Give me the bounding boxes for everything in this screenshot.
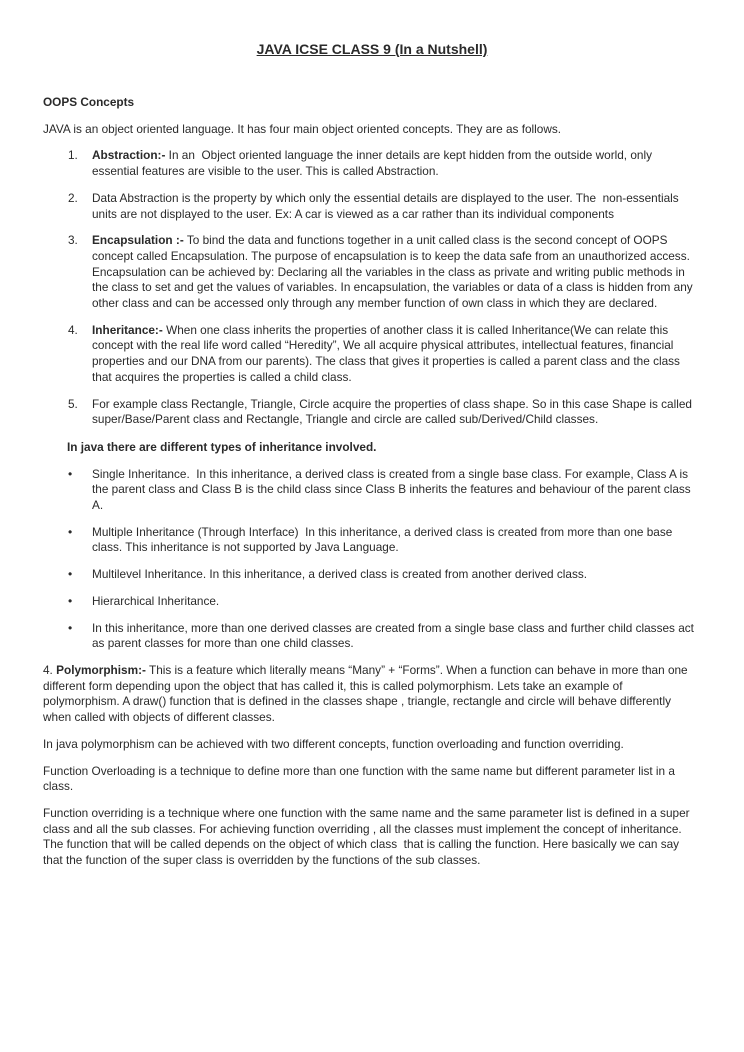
list-item-encapsulation [68, 233, 701, 312]
list-number: 5. [68, 396, 78, 411]
item-text: Multiple Inheritance (Through Interface) In this inheritance, a derived class is created from more than one base class. This inheritance is not supported by Java Language. [92, 524, 676, 555]
bullet-marker: • [68, 620, 73, 635]
body-paragraph-overload-intro: In java polymorphism can be achieved with two different concepts, function overloading and function overriding. [43, 736, 624, 751]
polymorphism-text: This is a feature which literally means “Many” + “Forms”. When a function can behave in more than one different form depending upon the object that has called it, this is called polymorphism. Lets take an example of polymorphism. A draw() function that is defined in the classes shape , triangle, rectangle and circle will behave differently when called with objects of different classes. [43, 662, 691, 725]
list-item-abstraction [68, 148, 701, 179]
bullet-item-single [68, 466, 701, 514]
body-paragraph-overriding: Function overriding is a technique where one function with the same name and the same parameter list is defined in a super class and all the sub classes. For achieving function overriding , all the classes must implement the concept of inheritance. The function that will be called depends on the object of which class that is calling the function. Here basically we can say that the function of the super class is overridden by the functions of the sub classes. [43, 805, 693, 868]
bullet-list [43, 467, 701, 652]
item-text: Hierarchical Inheritance. [92, 593, 220, 608]
list-item-data-abstraction [68, 190, 701, 222]
item-text: In this inheritance, more than one derived classes are created from a single base class and further child classes act as parent classes for more than one child classes. [92, 620, 698, 651]
doc-title [43, 40, 701, 58]
bullet-item-hierarchical [68, 593, 701, 610]
item-text: Multilevel Inheritance. In this inheritance, a derived class is created from another derived class. [92, 567, 588, 582]
polymorphism-number: 4. [43, 662, 57, 677]
item-text: For example class Rectangle, Triangle, Circle acquire the properties of class shape. So in this case Shape is called super/Base/Parent class and Rectangle, Triangle and circle are called sub/Derived/Child classes. [92, 396, 696, 427]
list-number: 2. [68, 190, 78, 205]
bullet-item-multiple [68, 524, 701, 556]
section-heading-oops: OOPS Concepts [43, 95, 135, 109]
bullet-marker: • [68, 524, 73, 539]
polymorphism-lead-bold: Polymorphism:- [56, 662, 146, 677]
list-item-inheritance [68, 322, 701, 386]
list-number: 4. [68, 322, 78, 337]
bullet-item-multilevel [68, 567, 701, 583]
item-text: Single Inheritance. In this inheritance, a derived class is created from a single base class. For example, Class A is the parent class and Class B is the child class since Class B inherits the features and behaviour of the parent class A. [92, 466, 694, 513]
item-lead-bold: Inheritance:- [92, 322, 163, 337]
item-text: When one class inherits the properties of another class it is called Inheritance(We can relate this concept with the real life word called “Heredity”, We all acquire physical attributes, intellectual features, financial properties and our DNA from our parents). The class that gives it properties is called a parent class and the class that acquires the properties is called a child class. [92, 322, 684, 384]
list-number: 1. [68, 148, 78, 163]
item-lead-bold: Encapsulation :- [92, 233, 184, 248]
numbered-list [43, 148, 701, 428]
list-number: 3. [68, 233, 78, 248]
item-text: To bind the data and functions together in a unit called class is the second concept of OOPS concept called Encapsulation. The purpose of encapsulation is to keep the data safe from an unauthorized access. Encapsulation can be achieved by: Declaring all the variables in the class as private and writing public methods in the class to set and get the values of variables. In encapsulation, the variables or data of a class is hidden from any other class and can be accessed only through any member function of own class in which they are declared. [92, 233, 696, 311]
intro-paragraph: JAVA is an object oriented language. It has four main object oriented concepts. They are as follows. [43, 121, 562, 136]
doc-title-text: JAVA ICSE CLASS 9 (In a Nutshell) [256, 41, 488, 57]
body-paragraph-overloading: Function Overloading is a technique to define more than one function with the same name but different parameter list in a class. [43, 763, 679, 794]
item-lead-bold: Abstraction:- [92, 148, 166, 163]
bullet-marker: • [68, 466, 73, 481]
item-text: In an Object oriented language the inner details are kept hidden from the outside world, only essential features are visible to the user. This is called Abstraction. [92, 148, 656, 179]
bullet-item-hierarchical-desc [68, 620, 701, 652]
list-item-example [68, 396, 701, 428]
bullet-marker: • [68, 593, 73, 608]
bullet-marker: • [68, 567, 73, 582]
inheritance-subheading: In java there are different types of inheritance involved. [67, 439, 377, 454]
item-text: Data Abstraction is the property by which only the essential details are displayed to the user. The non-essentials units are not displayed to the user. Ex: A car is viewed as a car rather than its individual components [92, 190, 682, 221]
polymorphism-paragraph [43, 663, 701, 726]
